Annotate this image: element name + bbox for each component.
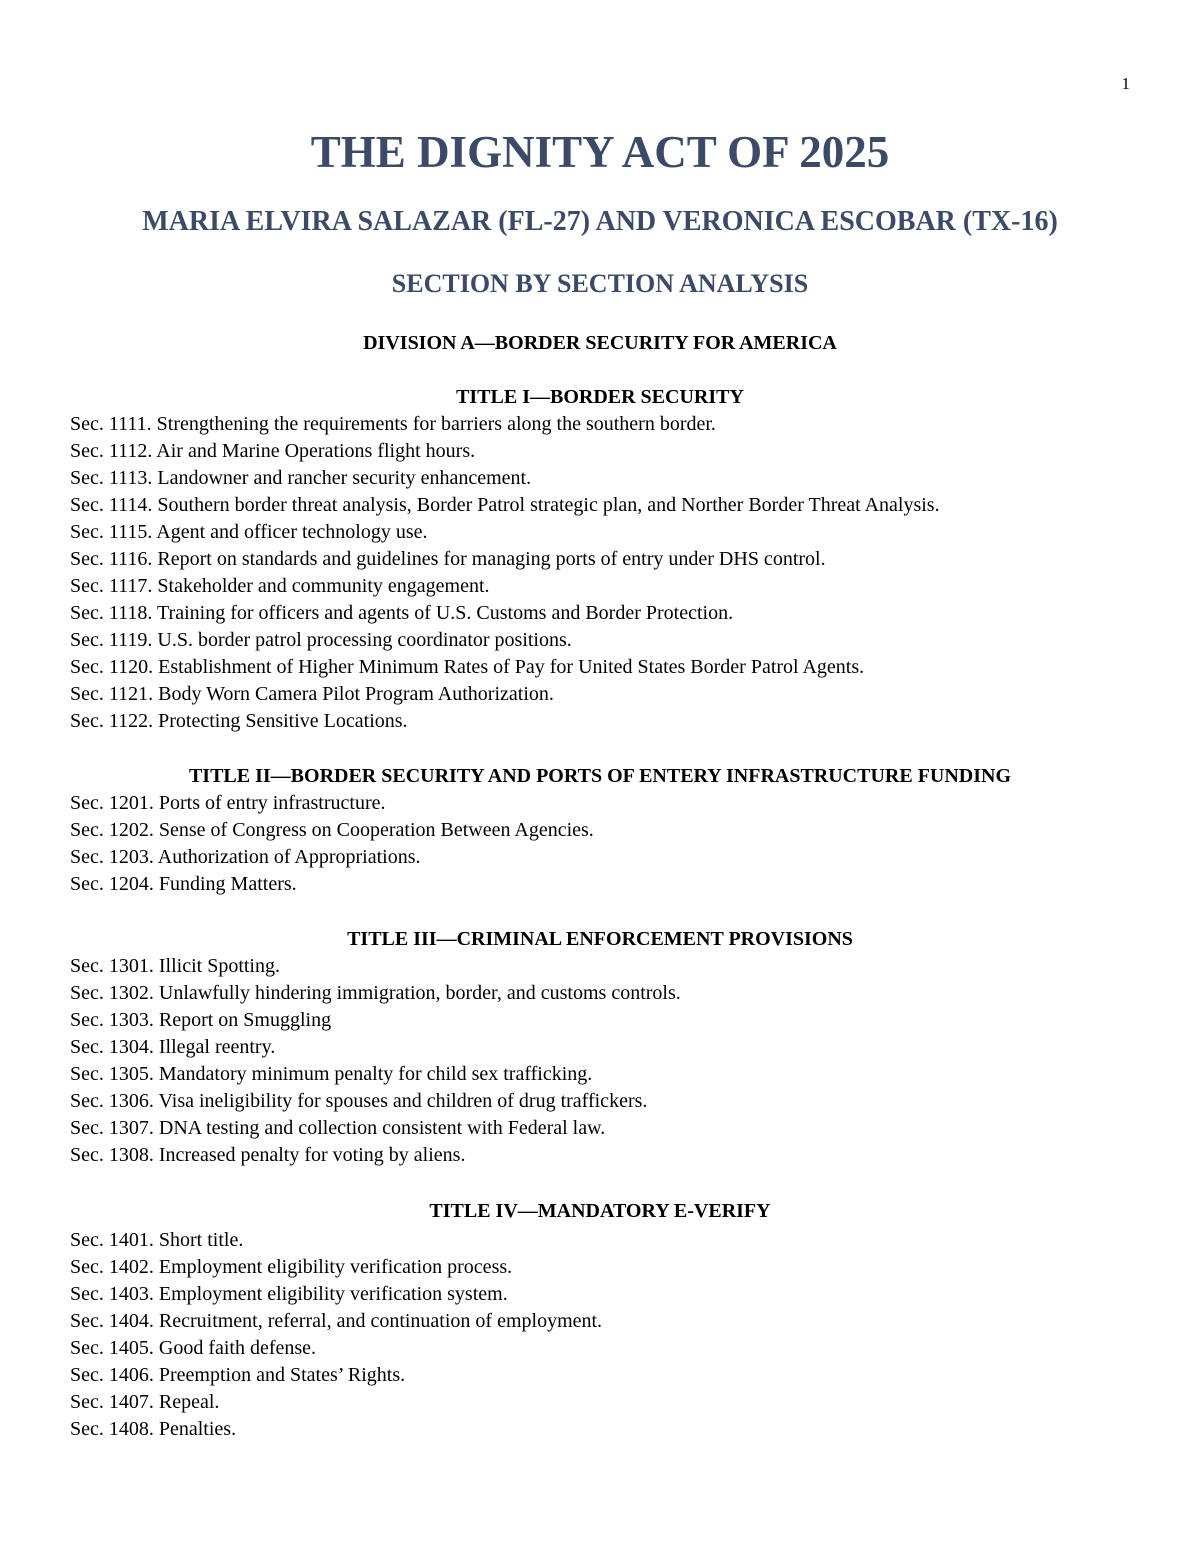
section-item: Sec. 1116. Report on standards and guidelines for managing ports of entry under DHS control. (70, 548, 826, 570)
analysis-heading: SECTION BY SECTION ANALYSIS (391, 269, 809, 298)
section-item: Sec. 1408. Penalties. (70, 1418, 237, 1440)
section-item: Sec. 1119. U.S. border patrol processing coordinator positions. (70, 629, 572, 651)
section-item: Sec. 1113. Landowner and rancher security enhancement. (70, 467, 532, 489)
section-item: Sec. 1117. Stakeholder and community engagement. (70, 575, 490, 597)
section-item: Sec. 1203. Authorization of Appropriations. (70, 846, 421, 868)
section-item: Sec. 1301. Illicit Spotting. (70, 955, 280, 977)
sponsors-line: MARIA ELVIRA SALAZAR (FL-27) AND VERONICA ESCOBAR (TX-16) (142, 206, 1058, 237)
section-item: Sec. 1402. Employment eligibility verification process. (70, 1256, 513, 1278)
section-item: Sec. 1115. Agent and officer technology use. (70, 521, 428, 543)
title-heading: TITLE III—CRIMINAL ENFORCEMENT PROVISIONS (347, 928, 853, 950)
section-item: Sec. 1401. Short title. (70, 1229, 244, 1251)
section-item: Sec. 1406. Preemption and States’ Rights. (70, 1364, 406, 1386)
section-item: Sec. 1407. Repeal. (70, 1391, 220, 1413)
document-title: THE DIGNITY ACT OF 2025 (310, 127, 890, 177)
title-heading: TITLE II—BORDER SECURITY AND PORTS OF ENTERY INFRASTRUCTURE FUNDING (188, 765, 1012, 787)
section-item: Sec. 1403. Employment eligibility verification system. (70, 1283, 508, 1305)
section-item: Sec. 1308. Increased penalty for voting by aliens. (70, 1144, 466, 1166)
section-item: Sec. 1122. Protecting Sensitive Locations. (70, 710, 408, 732)
section-item: Sec. 1305. Mandatory minimum penalty for child sex trafficking. (70, 1063, 593, 1085)
section-item: Sec. 1201. Ports of entry infrastructure. (70, 792, 386, 814)
section-item: Sec. 1405. Good faith defense. (70, 1337, 317, 1359)
section-item: Sec. 1121. Body Worn Camera Pilot Program Authorization. (70, 683, 554, 705)
section-item: Sec. 1111. Strengthening the requirements for barriers along the southern border. (70, 413, 716, 435)
page-number: 1 (1121, 74, 1130, 93)
section-item: Sec. 1118. Training for officers and agents of U.S. Customs and Border Protection. (70, 602, 734, 624)
division-heading: DIVISION A—BORDER SECURITY FOR AMERICA (363, 332, 837, 354)
section-item: Sec. 1304. Illegal reentry. (70, 1036, 276, 1058)
title-heading: TITLE IV—MANDATORY E-VERIFY (429, 1200, 771, 1222)
section-item: Sec. 1114. Southern border threat analysis, Border Patrol strategic plan, and Norther Border Threat Analysis. (70, 494, 940, 516)
section-item: Sec. 1112. Air and Marine Operations flight hours. (70, 440, 476, 462)
section-list (70, 953, 681, 1169)
section-item: Sec. 1302. Unlawfully hindering immigration, border, and customs controls. (70, 982, 681, 1004)
section-item: Sec. 1404. Recruitment, referral, and continuation of employment. (70, 1310, 603, 1332)
section-item: Sec. 1120. Establishment of Higher Minimum Rates of Pay for United States Border Patrol Agents. (70, 656, 865, 678)
section-item: Sec. 1202. Sense of Congress on Cooperation Between Agencies. (70, 819, 594, 841)
section-item: Sec. 1306. Visa ineligibility for spouses and children of drug traffickers. (70, 1090, 648, 1112)
section-item: Sec. 1303. Report on Smuggling (70, 1009, 332, 1031)
section-item: Sec. 1307. DNA testing and collection consistent with Federal law. (70, 1117, 606, 1139)
section-list (70, 1227, 602, 1443)
section-list (70, 411, 940, 735)
section-list (70, 790, 594, 898)
title-heading: TITLE I—BORDER SECURITY (456, 386, 744, 408)
section-item: Sec. 1204. Funding Matters. (70, 873, 297, 895)
